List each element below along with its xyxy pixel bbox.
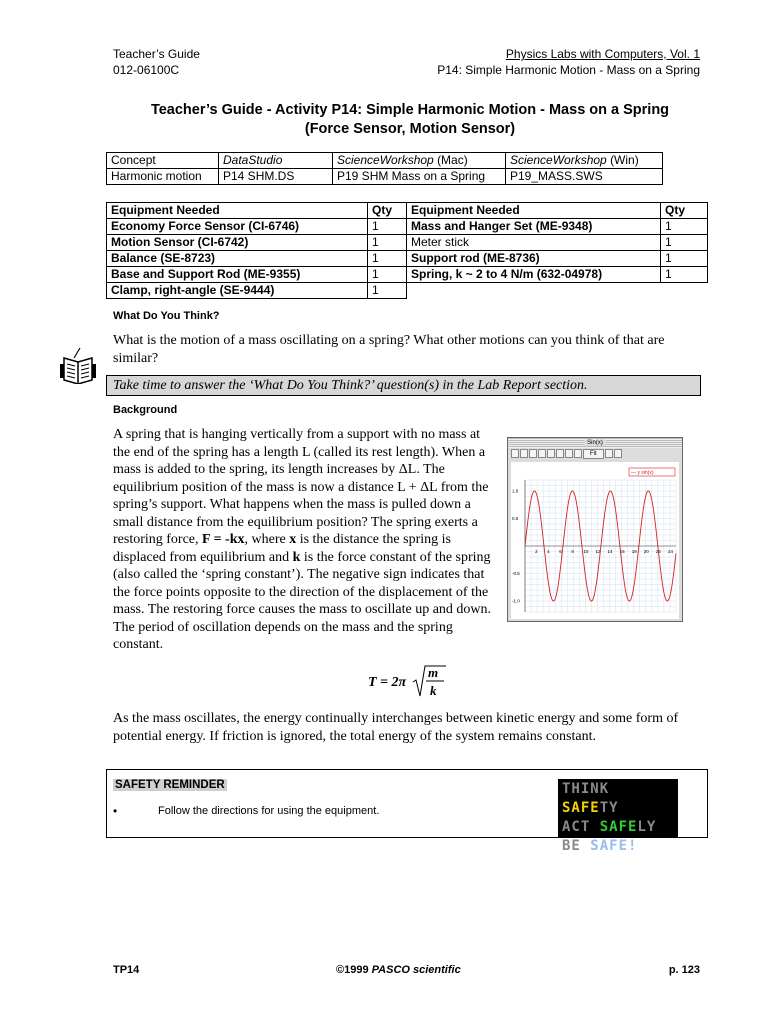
equipment-header-left: Equipment Needed xyxy=(107,203,368,219)
sw-mac-file: P19 SHM Mass on a Spring xyxy=(333,169,506,185)
x-tick-label: 8 xyxy=(571,549,574,554)
x-tick-label: 18 xyxy=(631,549,637,554)
sigma-icon xyxy=(614,449,622,458)
equipment-item: Spring, k ~ 2 to 4 N/m (632-04978) xyxy=(407,267,661,283)
y-tick-label: 1.0 xyxy=(512,488,519,494)
legend-label: — y sin(x) xyxy=(631,470,654,476)
equipment-item: Balance (SE-8723) xyxy=(107,251,368,267)
x-tick-label: 14 xyxy=(607,549,613,554)
sw-win-header: ScienceWorkshop (Win) xyxy=(506,153,663,169)
toolbar-icon xyxy=(574,449,582,458)
x-tick-label: 4 xyxy=(547,549,550,554)
footer-copyright: ©1999 PASCO scientific xyxy=(336,964,461,976)
equipment-header-row xyxy=(107,203,708,219)
background-heading: Background xyxy=(113,404,178,416)
equipment-empty-cell xyxy=(407,283,708,299)
fit-menu: Fit xyxy=(583,449,604,459)
footer-page-number: p. 123 xyxy=(668,964,700,976)
think-safety-logo xyxy=(558,779,678,854)
x-tick-label: 2 xyxy=(535,549,538,554)
x-tick-label: 20 xyxy=(643,549,649,554)
equipment-item: Support rod (ME-8736) xyxy=(407,251,661,267)
datastudio-file: P14 SHM.DS xyxy=(219,169,333,185)
toolbar-icon xyxy=(565,449,573,458)
equipment-row xyxy=(107,219,708,235)
equipment-row xyxy=(107,235,708,251)
y-tick-label: -1.0 xyxy=(512,598,520,604)
x-tick-label: 24 xyxy=(667,549,673,554)
header-activity: P14: Simple Harmonic Motion - Mass on a Spring xyxy=(437,63,700,77)
sine-plot xyxy=(511,462,679,619)
header-right xyxy=(437,46,700,78)
graph-toolbar xyxy=(508,448,682,460)
equipment-qty: 1 xyxy=(661,251,708,267)
concept-value: Harmonic motion xyxy=(107,169,219,185)
period-formula xyxy=(368,664,448,700)
qty-header-right: Qty xyxy=(661,203,708,219)
title-line-1: Teacher’s Guide - Activity P14: Simple Harmonic Motion - Mass on a Spring xyxy=(150,102,670,118)
x-tick-label: 12 xyxy=(595,549,601,554)
sw-mac-header: ScienceWorkshop (Mac) xyxy=(333,153,506,169)
equipment-row xyxy=(107,251,708,267)
equipment-qty: 1 xyxy=(368,219,407,235)
toolbar-icon xyxy=(605,449,613,458)
equipment-item: Economy Force Sensor (CI-6746) xyxy=(107,219,368,235)
open-book-icon xyxy=(60,346,96,384)
x-tick-label: 6 xyxy=(559,549,562,554)
equipment-qty: 1 xyxy=(661,235,708,251)
equipment-qty: 1 xyxy=(368,283,407,299)
toolbar-icon xyxy=(529,449,537,458)
concept-header: Concept xyxy=(107,153,219,169)
concept-table xyxy=(106,152,663,185)
equipment-qty: 1 xyxy=(368,251,407,267)
background-paragraph: A spring that is hanging vertically from a support with no mass at the end of the spring has a length L (called its rest length). When a mass is added to the spring, its length increases by ΔL. The equilibrium position of the mass is now a distance L + ΔL from the spring’s support. What happens when the mass is pulled down a small distance from the equilibrium position? The spring exerts a restoring force, F = -kx, where x is the distance the spring is displaced from equilibrium and k is the force constant of the spring (also called the ‘spring constant’). The negative sign indicates that the force points opposite to the direction of the displacement of the mass. The restoring force causes the mass to oscillate up and down. The period of oscillation depends on the mass and the spring constant. xyxy=(113,427,492,652)
x-tick-label: 10 xyxy=(583,549,589,554)
logo-line-3: BE SAFE! xyxy=(562,838,638,854)
toolbar-icon xyxy=(520,449,528,458)
concept-header-row xyxy=(107,153,663,169)
concept-data-row xyxy=(107,169,663,185)
toolbar-icon xyxy=(547,449,555,458)
x-tick-label: 22 xyxy=(655,549,661,554)
toolbar-icon xyxy=(556,449,564,458)
header-book-title: Physics Labs with Computers, Vol. 1 xyxy=(505,47,700,61)
equipment-item: Motion Sensor (CI-6742) xyxy=(107,235,368,251)
safety-reminder-box xyxy=(106,769,708,854)
equipment-qty: 1 xyxy=(368,267,407,283)
toolbar-icon xyxy=(538,449,546,458)
y-tick-label: -0.5 xyxy=(512,571,520,576)
safety-reminder-heading: SAFETY REMINDER xyxy=(115,779,225,791)
equipment-table xyxy=(106,202,708,299)
equipment-item: Base and Support Rod (ME-9355) xyxy=(107,267,368,283)
equipment-header-right: Equipment Needed xyxy=(407,203,661,219)
y-tick-label: 0.5 xyxy=(512,516,519,521)
equipment-item: Mass and Hanger Set (ME-9348) xyxy=(407,219,661,235)
header-guide-name: Teacher’s Guide xyxy=(113,47,200,61)
logo-line-1: THINK SAFETY xyxy=(562,781,619,816)
equipment-qty: 1 xyxy=(661,267,708,283)
datastudio-header: DataStudio xyxy=(219,153,333,169)
formula-numerator: m xyxy=(428,665,439,680)
logo-line-2: ACT SAFELY xyxy=(562,819,657,835)
x-tick-label: 16 xyxy=(619,549,625,554)
graph-window-titlebar: Sin(x) xyxy=(508,438,682,448)
what-do-you-think-heading: What Do You Think? xyxy=(113,310,220,322)
formula-lhs: T = 2π xyxy=(368,675,407,690)
equipment-row xyxy=(107,283,708,299)
title-line-2: (Force Sensor, Motion Sensor) xyxy=(304,121,516,137)
header-part-number: 012-06100C xyxy=(113,63,180,77)
header-left xyxy=(113,46,200,78)
toolbar-icon xyxy=(511,449,519,458)
equipment-item: Clamp, right-angle (SE-9444) xyxy=(107,283,368,299)
safety-item: Follow the directions for using the equipment. xyxy=(158,805,380,817)
equipment-row xyxy=(107,267,708,283)
lab-report-instruction: Take time to answer the ‘What Do You Think?’ question(s) in the Lab Report section. xyxy=(106,375,701,396)
equipment-qty: 1 xyxy=(368,235,407,251)
question-text: What is the motion of a mass oscillating on a spring? What other motions can you think of that are similar? xyxy=(113,333,665,366)
energy-paragraph: As the mass oscillates, the energy continually interchanges between kinetic energy and some form of potential energy. If friction is ignored, the total energy of the system remains constant. xyxy=(113,711,679,744)
equipment-qty: 1 xyxy=(661,219,708,235)
qty-header-left: Qty xyxy=(368,203,407,219)
sine-graph-window xyxy=(507,437,683,622)
equipment-item: Meter stick xyxy=(407,235,661,251)
page-title xyxy=(100,101,720,139)
footer-activity-code: TP14 xyxy=(113,964,140,976)
sw-win-file: P19_MASS.SWS xyxy=(506,169,663,185)
formula-denominator: k xyxy=(430,683,437,698)
bullet-marker: • xyxy=(113,804,118,818)
